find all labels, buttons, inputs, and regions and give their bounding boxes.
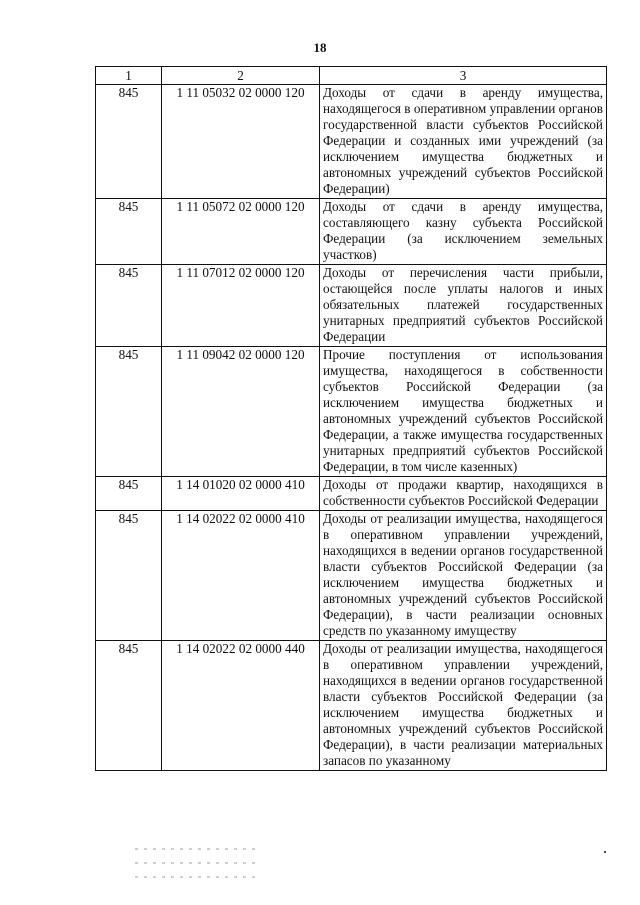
admin-code-cell: 845 bbox=[96, 199, 162, 265]
table-row bbox=[96, 477, 607, 511]
page-number: 18 bbox=[313, 40, 327, 55]
revenue-name-cell: Доходы от сдачи в аренду имущества, находящегося в оперативном управлении органов государственной власти субъектов Российской Федерации и созданных ими учреждений (за исключением имущества бюджетных и автономных учреждений субъектов Российской Федерации) bbox=[320, 85, 607, 199]
table-row bbox=[96, 85, 607, 199]
column-header-1: 1 bbox=[96, 67, 162, 85]
admin-code-cell: 845 bbox=[96, 85, 162, 199]
revenue-name-cell: Доходы от реализации имущества, находящегося в оперативном управлении учреждений, находящихся в ведении органов государственной власти субъектов Российской Федерации (за исключением имущества бюджетных и автономных учреждений субъектов Российской Федерации), в части реализации основных средств по указанному имуществу bbox=[320, 511, 607, 641]
revenue-code-cell: 1 14 01020 02 0000 410 bbox=[162, 477, 320, 511]
revenue-code-cell: 1 11 05072 02 0000 120 bbox=[162, 199, 320, 265]
table-row bbox=[96, 641, 607, 771]
revenue-code-cell: 1 14 02022 02 0000 410 bbox=[162, 511, 320, 641]
revenue-code-cell: 1 11 09042 02 0000 120 bbox=[162, 347, 320, 477]
table-row bbox=[96, 347, 607, 477]
admin-code-cell: 845 bbox=[96, 347, 162, 477]
admin-code-cell: 845 bbox=[96, 641, 162, 771]
revenue-code-cell: 1 11 05032 02 0000 120 bbox=[162, 85, 320, 199]
revenue-name-cell: Прочие поступления от использования имущества, находящегося в собственности субъектов Российской Федерации (за исключением имущества бюджетных и автономных учреждений субъектов Российской Федерации, а также имущества государственных унитарных предприятий субъектов Российской Федерации, в том числе казенных) bbox=[320, 347, 607, 477]
table-row bbox=[96, 265, 607, 347]
revenue-name-cell: Доходы от продажи квартир, находящихся в собственности субъектов Российской Федерации bbox=[320, 477, 607, 511]
scan-artifact bbox=[135, 862, 255, 864]
table-header-row bbox=[96, 67, 607, 85]
table-row bbox=[96, 511, 607, 641]
revenue-name-cell: Доходы от сдачи в аренду имущества, составляющего казну субъекта Российской Федерации (за исключением земельных участков) bbox=[320, 199, 607, 265]
column-header-3: 3 bbox=[320, 67, 607, 85]
admin-code-cell: 845 bbox=[96, 477, 162, 511]
revenue-code-cell: 1 11 07012 02 0000 120 bbox=[162, 265, 320, 347]
table-row bbox=[96, 199, 607, 265]
scan-artifact bbox=[135, 848, 255, 850]
revenue-code-cell: 1 14 02022 02 0000 440 bbox=[162, 641, 320, 771]
revenue-name-cell: Доходы от реализации имущества, находящегося в оперативном управлении учреждений, находящихся в ведении органов государственной власти субъектов Российской Федерации (за исключением имущества бюджетных и автономных учреждений субъектов Российской Федерации), в части реализации материальных запасов по указанному bbox=[320, 641, 607, 771]
scan-artifact bbox=[604, 851, 606, 853]
admin-code-cell: 845 bbox=[96, 511, 162, 641]
revenue-name-cell: Доходы от перечисления части прибыли, остающейся после уплаты налогов и иных обязательных платежей государственных унитарных предприятий субъектов Российской Федерации bbox=[320, 265, 607, 347]
column-header-2: 2 bbox=[162, 67, 320, 85]
admin-code-cell: 845 bbox=[96, 265, 162, 347]
revenue-codes-table bbox=[95, 66, 607, 771]
scan-artifact bbox=[135, 876, 255, 878]
